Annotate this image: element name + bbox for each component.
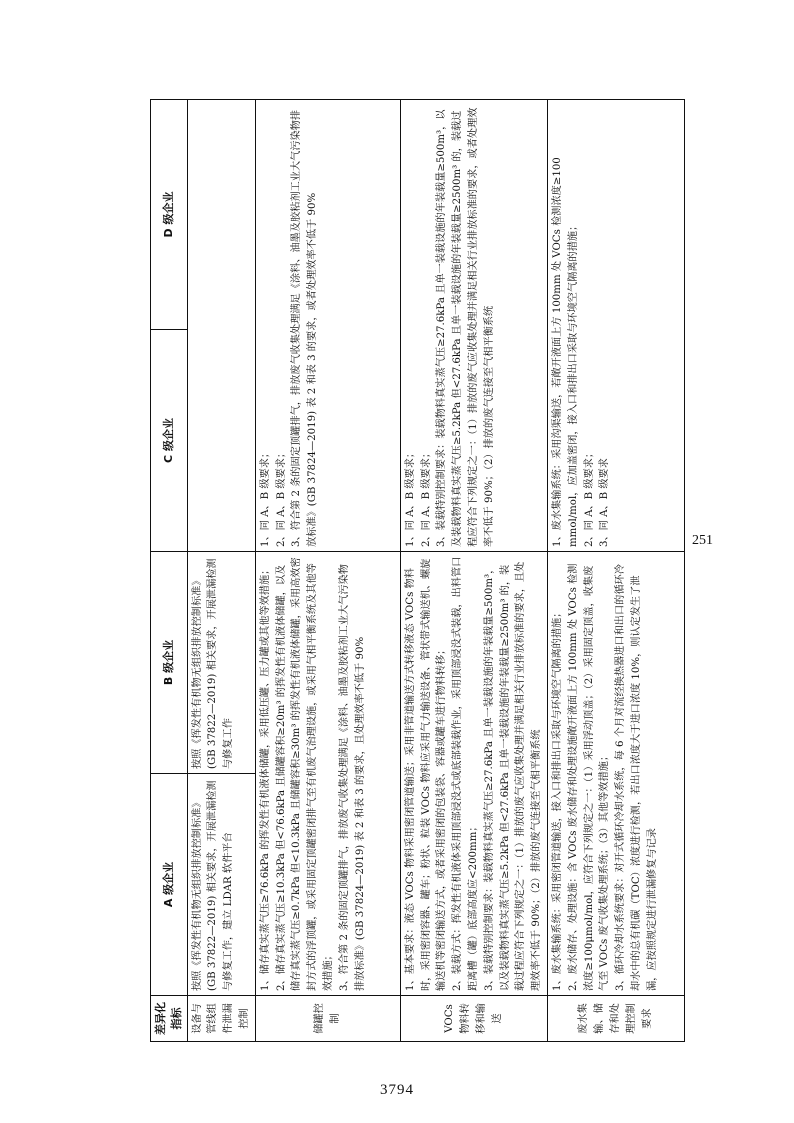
text-line: 1、同 A、B 级要求； xyxy=(259,447,271,547)
header-grade-a: A 级企业 xyxy=(151,774,188,996)
text-line: 2、装载方式：挥发性有机液体采用顶部浸没式或底部装载作业，采用顶部浸没式装载，出料管口距离槽（罐）底部高度应<200mm； xyxy=(452,556,479,991)
text-line: 1、废水集输系统：采用沟渠输送，若敞开液面上方 100mm 处 VOCs 检测浓度≥100 mmol/mol，应加盖密闭，接入口和排出口采取与环境空气隔离的措施； xyxy=(551,157,579,547)
text-line: 1、基本要求：液态 VOCs 物料采用密闭管道输送；采用非管道输送方式转移液态 VOCs 物料时，采用密闭容器、罐车；粉状、粒装 VOCs 物料应采用气力输送设备、管状带式输送机、螺旋输送机等密闭输送方式，或者采用密闭的包装袋、容器或罐车进行物料转移； xyxy=(404,558,448,991)
header-row xyxy=(151,100,188,1042)
rotated-page-number xyxy=(692,533,713,549)
table-row xyxy=(187,100,255,1042)
text-line: 3、符合第 2 条的固定顶罐排气，排放废气收集处理满足《涂料、油墨及胶粘剂工业大气污染物排放标准》(GB 37824—2019) 表 2 和表 3 的要求，或者处理效率不低于 90% xyxy=(291,109,319,547)
text-line: 3、装载特别控制要求：装载物料真实蒸气压≥27.6kPa 且单一装载设施的年装载量≥500m³，以及装载物料真实蒸气压≥5.2kPa 但<27.6kPa 且单一装载设施的年装载量≥2500m³ 的，装载过程应符合下列规定之一：（1）排放的废气应收集处理并满足相关行业排放标准的要求，或者处理效率不低于 90%；（2）排放的废气连接至气相平衡系统 xyxy=(436,107,495,547)
grade-cd-merged-cell xyxy=(255,100,400,552)
grade-cd-merged-cell xyxy=(187,100,255,552)
grade-ab-merged-cell xyxy=(400,552,547,996)
indicator-cell: 废水集输、储存和处理控制要求 xyxy=(547,996,684,1042)
header-grade-b: B 级企业 xyxy=(151,552,188,774)
text-line: 2、废水储存、处理设施：含 VOCs 废水储存和处理设施敞开液面上方 100mm 处 VOCs 检测浓度≥100μmol/mol，应符合下列规定之一：（1）采用浮动顶盖；（2）采用固定顶盖，收集废气至 VOCs 废气收集处理系统；（3）其他等效措施； xyxy=(567,563,611,991)
text-line: 1、废水集输系统：采用密闭管道输送，接入口和排出口采取与环境空气隔离的措施； xyxy=(551,607,563,991)
grade-b-cell xyxy=(187,552,255,774)
text-line: 3、循环冷却水系统要求：对开式循环冷却水系统，每 6 个月对流经换热器进口和出口的循环冷却水中的总有机碳（TOC）浓度进行检测，若出口浓度大于进口浓度 10%，则认定发生了泄漏，应按照规定进行泄漏修复与记录 xyxy=(615,564,658,991)
text-line: 2、同 A、B 级要求； xyxy=(275,447,287,547)
rotated-table-container xyxy=(150,100,658,1042)
grade-ab-merged-cell xyxy=(547,552,684,996)
table-row xyxy=(547,100,684,1042)
text-line: 2、同 A、B 级要求； xyxy=(420,447,432,547)
header-grade-c: C 级企业 xyxy=(151,330,188,552)
header-grade-d: D 级企业 xyxy=(151,100,188,330)
indicator-cell: 设备与管线组件泄漏控制 xyxy=(187,996,255,1042)
table-row xyxy=(255,100,400,1042)
indicator-cell: 储罐控制 xyxy=(255,996,400,1042)
text-line: 2、储存真实蒸气压≥10.3kPa 但<76.6kPa 且储罐容积≥20m³ 的挥发性有机液体储罐，以及储存真实蒸气压≥0.7kPa 但<10.3kPa 且储罐容积≥30m³ 的挥发性有机液体储罐，采用高效密封方式的浮顶罐，或采用固定顶罐密闭排气至有机废气治理设施，或采用气相平衡系统及其他等效措施； xyxy=(275,557,334,991)
grade-a-cell xyxy=(187,774,255,996)
indicator-cell: VOCs 物料转移和输送 xyxy=(400,996,547,1042)
text-line: 1、储存真实蒸气压≥76.6kPa 的挥发性有机液体储罐，采用低压罐、压力罐或其他等效措施； xyxy=(259,564,271,991)
text-line: 3、同 A、B 级要求 xyxy=(599,458,611,547)
grade-ab-merged-cell xyxy=(255,552,400,996)
grade-cd-merged-cell xyxy=(400,100,547,552)
page-number: 3794 xyxy=(380,1082,414,1098)
grade-cd-merged-cell xyxy=(547,100,684,552)
text-line: 3、符合第 2 条的固定顶罐排气，排放废气收集处理满足《涂料、油墨及胶粘剂工业大气污染物排放标准》(GB 37824—2019) 表 2 和表 3 的要求，且处理效率不低于 90% xyxy=(338,564,366,991)
rotated-page-number-text: 251 xyxy=(692,533,713,548)
text-line: 按照《挥发性有机物无组织排放控制标准》(GB 37822—2019) 相关要求，开展泄漏检测与修复工作 xyxy=(191,558,235,769)
text-line: 3、装载特别控制要求：装载物料真实蒸气压≥27.6kPa 且单一装载设施的年装载量≥500m³，以及装载物料真实蒸气压≥5.2kPa 但<27.6kPa 且单一装载设施的年装载量≥2500m³ 的，装载过程应符合下列规定之一：（1）排放的废气应收集处理并满足相关行业排放标准的要求，且处理效率不低于 90%；（2）排放的废气连接至气相平衡系统 xyxy=(483,561,543,991)
header-indicator: 差异化指标 xyxy=(151,996,188,1042)
differentiation-table xyxy=(150,99,685,1042)
text-line: 2、同 A、B 级要求； xyxy=(583,447,595,547)
table-row xyxy=(400,100,547,1042)
text-line: 按照《挥发性有机物无组织排放控制标准》(GB 37822—2019) 相关要求，开展泄漏检测与修复工作，建立 LDAR 软件平台 xyxy=(191,780,235,991)
text-line: 1、同 A、B 级要求； xyxy=(404,447,416,547)
